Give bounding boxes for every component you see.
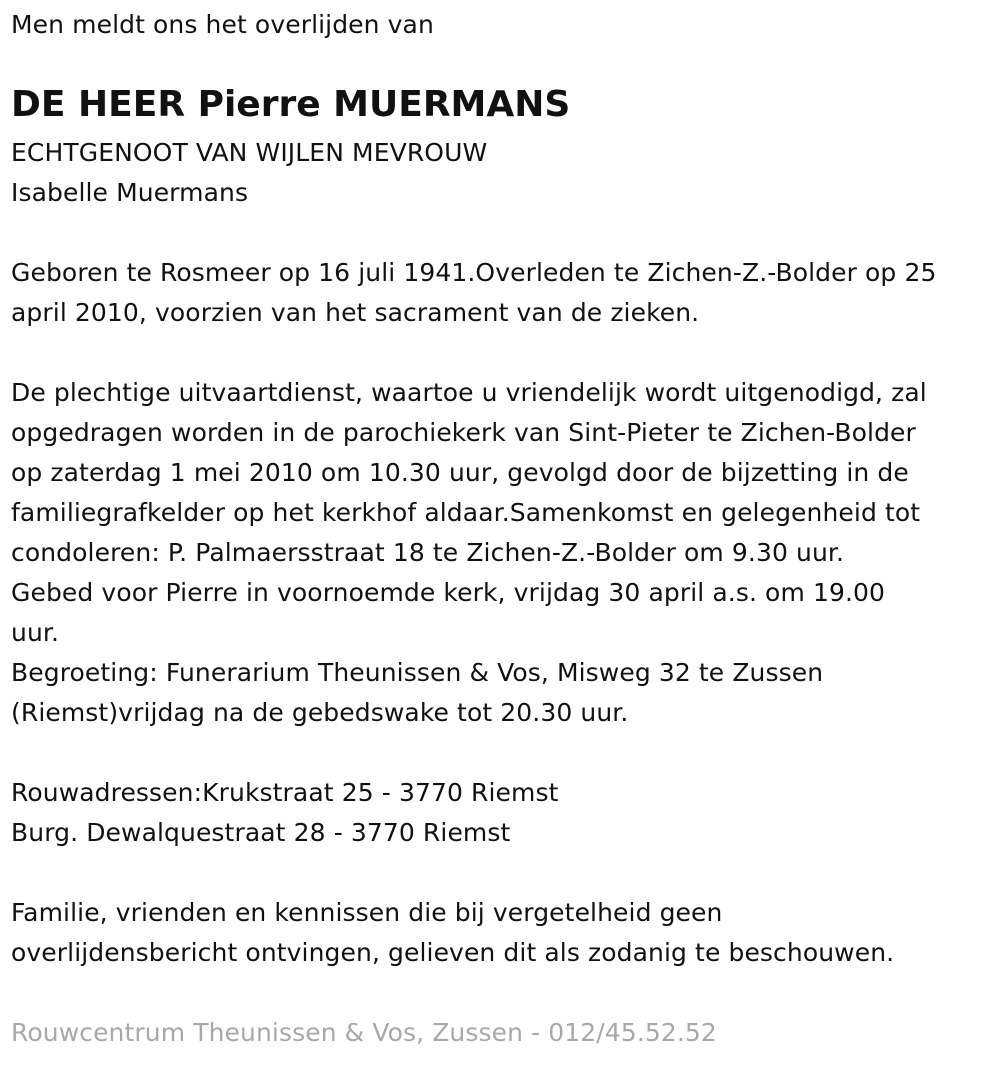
birth-death-paragraph xyxy=(11,253,936,333)
deceased-name: DE HEER Pierre MUERMANS xyxy=(11,84,571,125)
address-line: Burg. Dewalquestraat 28 - 3770 Riemst xyxy=(11,818,511,847)
funeral-home-footer: Rouwcentrum Theunissen & Vos, Zussen - 012/45.52.52 xyxy=(11,1018,717,1047)
intro-line: Men meldt ons het overlijden van xyxy=(11,10,434,39)
family-note xyxy=(11,893,894,973)
paragraph-line: Familie, vrienden en kennissen die bij vergetelheid geen xyxy=(11,898,723,927)
paragraph-line: De plechtige uitvaartdienst, waartoe u vriendelijk wordt uitgenodigd, zal xyxy=(11,378,927,407)
paragraph-line: Geboren te Rosmeer op 16 juli 1941.Overleden te Zichen-Z.-Bolder op 25 xyxy=(11,258,937,287)
address-line: Rouwadressen:Krukstraat 25 - 3770 Riemst xyxy=(11,778,559,807)
paragraph-line: (Riemst)vrijdag na de gebedswake tot 20.30 uur. xyxy=(11,698,629,727)
spouse-block xyxy=(11,133,487,213)
mourning-addresses xyxy=(11,773,559,853)
paragraph-line: Gebed voor Pierre in voornoemde kerk, vrijdag 30 april a.s. om 19.00 xyxy=(11,578,886,607)
service-paragraph xyxy=(11,373,927,733)
paragraph-line: april 2010, voorzien van het sacrament van de zieken. xyxy=(11,298,700,327)
paragraph-line: Begroeting: Funerarium Theunissen & Vos, Misweg 32 te Zussen xyxy=(11,658,824,687)
paragraph-line: opgedragen worden in de parochiekerk van Sint-Pieter te Zichen-Bolder xyxy=(11,418,916,447)
spouse-title: ECHTGENOOT VAN WIJLEN MEVROUW xyxy=(11,138,488,167)
paragraph-line: familiegrafkelder op het kerkhof aldaar.Samenkomst en gelegenheid tot xyxy=(11,498,921,527)
spouse-name: Isabelle Muermans xyxy=(11,178,249,207)
paragraph-line: uur. xyxy=(11,618,60,647)
paragraph-line: overlijdensbericht ontvingen, gelieven dit als zodanig te beschouwen. xyxy=(11,938,895,967)
paragraph-line: op zaterdag 1 mei 2010 om 10.30 uur, gevolgd door de bijzetting in de xyxy=(11,458,909,487)
paragraph-line: condoleren: P. Palmaersstraat 18 te Zichen-Z.-Bolder om 9.30 uur. xyxy=(11,538,845,567)
